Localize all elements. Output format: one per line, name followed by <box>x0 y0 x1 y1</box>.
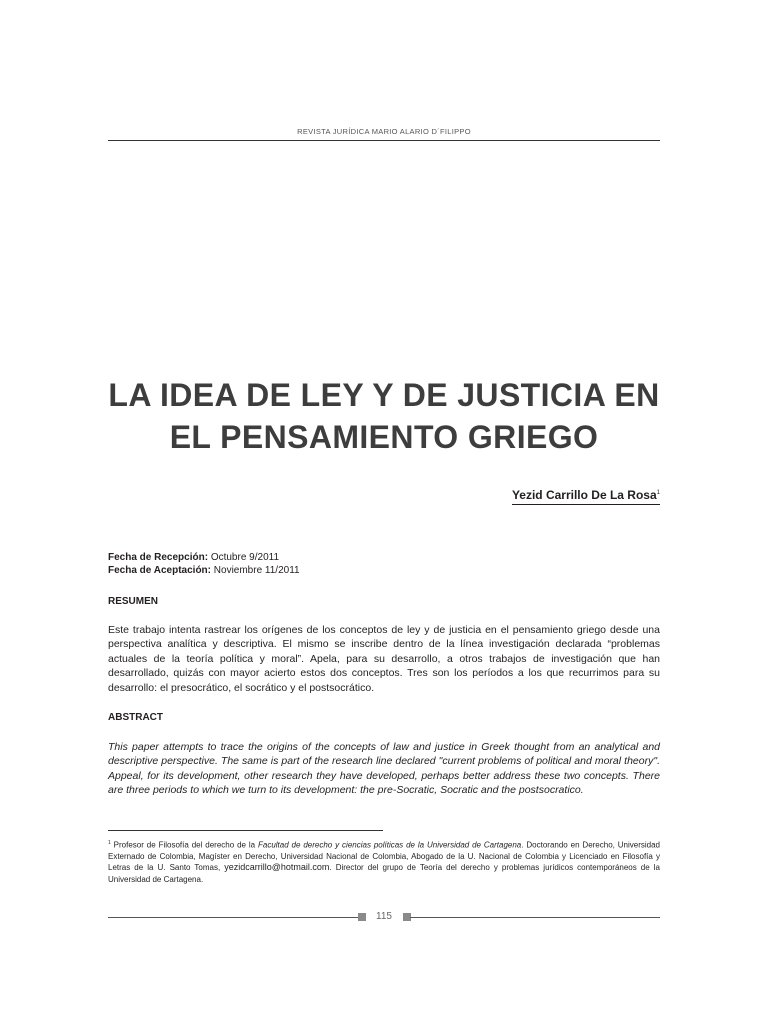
title-line-1: LA IDEA DE LEY Y DE JUSTICIA EN <box>108 377 660 413</box>
article-title <box>100 374 668 458</box>
footnote-rule <box>108 830 383 831</box>
reception-value: Octubre 9/2011 <box>210 552 280 563</box>
author-name-text: Yezid Carrillo De La Rosa <box>511 488 657 502</box>
title-line-2: EL PENSAMIENTO GRIEGO <box>169 419 599 455</box>
footnote-part-3: . Director del grupo de Teoría del derecho y problemas jurídicos contemporáneos de la Universidad de Cartagena. <box>108 863 660 884</box>
resumen-text: Este trabajo intenta rastrear los orígenes de los conceptos de ley y de justicia en el pensamiento griego desde una perspectiva analítica y descriptiva. El mismo se inscribe dentro de la línea investigación declarada “problemas actuales de la teoría política y moral”. Apela, para su desarrollo, a otros trabajos de investigación que han desarrollado, quizás con mayor acierto estos dos conceptos. Tres son los períodos a los que recurrimos para su desarrollo: el presocrático, el socrático y el postsocrático. <box>108 624 660 694</box>
footnote-institution: Facultad de derecho y ciencias políticas de la Universidad de Cartagena <box>257 840 522 850</box>
header-rule <box>108 140 660 141</box>
acceptance-date <box>108 564 300 577</box>
acceptance-label: Fecha de Aceptación: <box>108 565 211 576</box>
page-number: 115 <box>376 911 392 922</box>
abstract-heading: ABSTRACT <box>108 712 163 723</box>
footer-rule-left <box>108 917 358 918</box>
reception-label: Fecha de Recepción: <box>108 552 209 563</box>
author-footnote <box>108 838 660 885</box>
footer-rule-right <box>410 917 660 918</box>
journal-header: REVISTA JURÍDICA MARIO ALARIO D´FILIPPO <box>297 127 471 136</box>
footnote-mark: 1 <box>108 840 111 846</box>
article-dates <box>108 551 300 577</box>
footnote-part-1: Profesor de Filosofía del derecho de la <box>110 840 258 850</box>
author-footnote-mark: 1 <box>656 490 660 496</box>
reception-date <box>108 551 300 564</box>
author-name <box>512 488 660 505</box>
footnote-email: yezidcarrillo@hotmail.com <box>224 862 330 873</box>
abstract-text: This paper attempts to trace the origins of the concepts of law and justice in Greek thought from an analytical and descriptive perspective. The same is part of the research line declared "current problems of political and moral theory". Appeal, for its development, other research they have developed, perhaps better address these two concepts. There are three periods to which we turn to its development: the pre-Socratic, Socratic and the postsocratico. <box>108 741 660 797</box>
acceptance-value: Noviembre 11/2011 <box>213 565 300 576</box>
footnote-part-2: . Doctorando en Derecho, Universidad Externado de Colombia, Magíster en Derecho, Universidad Nacional de Colombia, Abogado de la U. Nacional de Colombia y Licenciado en Filosofía y Letras de la U. Santo Tomas, <box>108 840 661 873</box>
resumen-heading: RESUMEN <box>108 596 159 607</box>
footer-square-left <box>358 913 366 921</box>
